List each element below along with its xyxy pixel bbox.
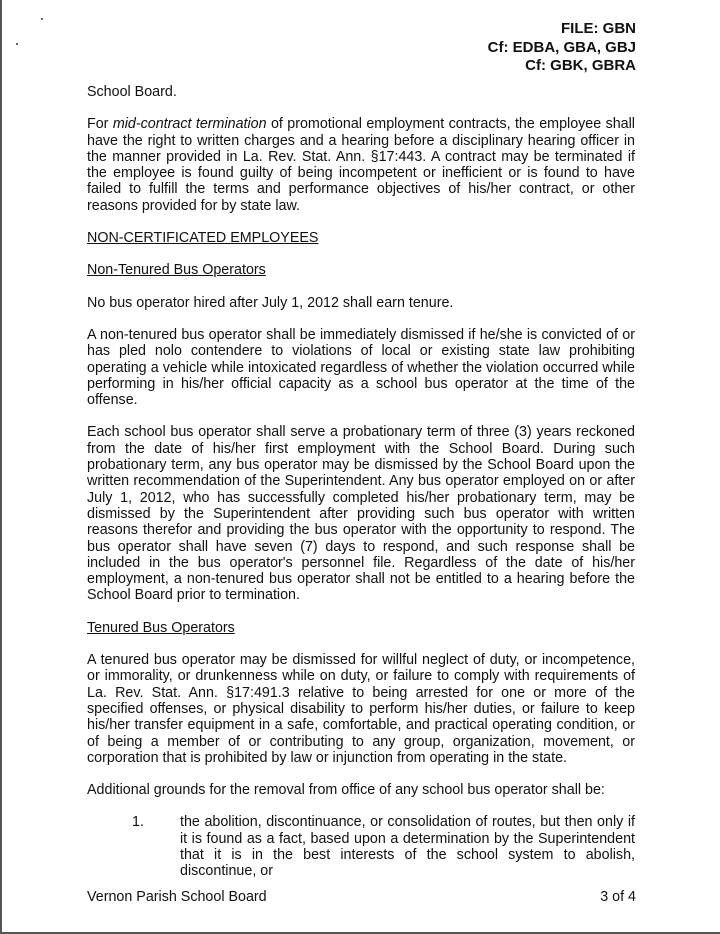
list-item — [87, 814, 635, 879]
list-number: 1. — [132, 814, 144, 831]
scan-edge-left — [0, 0, 2, 932]
document-body — [87, 84, 635, 880]
file-code: FILE: GBN — [561, 20, 636, 37]
paragraph: A tenured bus operator may be dismissed for willful neglect of duty, or incompetence, or immorality, or drunkenness while on duty, or failure to comply with requirements of La. Rev. Stat. Ann. §17:491.3 relative to being arrested for one or more of the specified offenses, or physical disability to perform his/her duties, or failure to keep his/her transfer equipment in a safe, comfortable, and practical operating condition, or of being a member of or contributing to any group, organization, movement, or corporation that is prohibited by law or injunction from operating in the state. — [87, 652, 635, 766]
list-text: the abolition, discontinuance, or consolidation of routes, but then only if it is found as a fact, based upon a determination by the Superintendent that it is in the best interests of the school system to abolish, discontinue, or — [180, 814, 635, 880]
scan-speck — [41, 18, 43, 20]
footer-page-number: 3 of 4 — [600, 889, 636, 905]
scan-speck — [16, 43, 18, 45]
paragraph-text: of promotional employment contracts, the employee shall have the right to written charges and a hearing before a disciplinary hearing officer in the manner provided in La. Rev. Stat. Ann. §17:443. A contract may be terminated if the employee is found guilty of being incompetent or inefficient or is found to have failed to fulfill the terms and performance objectives of his/her contract, or other reasons provided for by state law. — [87, 116, 635, 214]
footer-organization: Vernon Parish School Board — [87, 889, 267, 905]
paragraph-text: For — [87, 116, 113, 133]
cross-reference-1: Cf: EDBA, GBA, GBJ — [487, 38, 636, 56]
paragraph: Each school bus operator shall serve a probationary term of three (3) years reckoned from the date of his/her first employment with the School Board. During such probationary term, any bus operator may be dismissed by the School Board upon the written recommendation of the Superintendent. Any bus operator employed on or after July 1, 2012, who has successfully completed his/her probationary term, may be dismissed by the Superintendent after providing such bus operator with written reasons therefor and providing the bus operator with the opportunity to respond. The bus operator shall have seven (7) days to respond, and such response shall be included in the bus operator's personnel file. Regardless of the date of his/her employment, a non-tenured bus operator shall not be entitled to a hearing before the School Board prior to termination. — [87, 424, 635, 604]
paragraph: Additional grounds for the removal from office of any school bus operator shall be: — [87, 782, 605, 799]
mid-contract-paragraph — [87, 116, 635, 214]
policy-file-header — [488, 20, 636, 76]
section-heading: NON-CERTIFICATED EMPLOYEES — [87, 230, 319, 247]
emphasized-term: mid-contract termination — [112, 116, 267, 133]
cross-reference-2: Cf: GBK, GBRA — [525, 57, 636, 74]
paragraph: No bus operator hired after July 1, 2012 shall earn tenure. — [87, 294, 454, 311]
continuation-text: School Board. — [87, 84, 177, 100]
paragraph: A non-tenured bus operator shall be immediately dismissed if he/she is convicted of or has pled nolo contendere to violations of local or existing state law prohibiting operating a vehicle while intoxicated regardless of whether the violation occurred while performing in his/her official capacity as a school bus operator at the time of the offense. — [87, 326, 635, 409]
subsection-heading-tenured: Tenured Bus Operators — [87, 619, 235, 636]
subsection-heading-non-tenured: Non-Tenured Bus Operators — [87, 262, 266, 279]
